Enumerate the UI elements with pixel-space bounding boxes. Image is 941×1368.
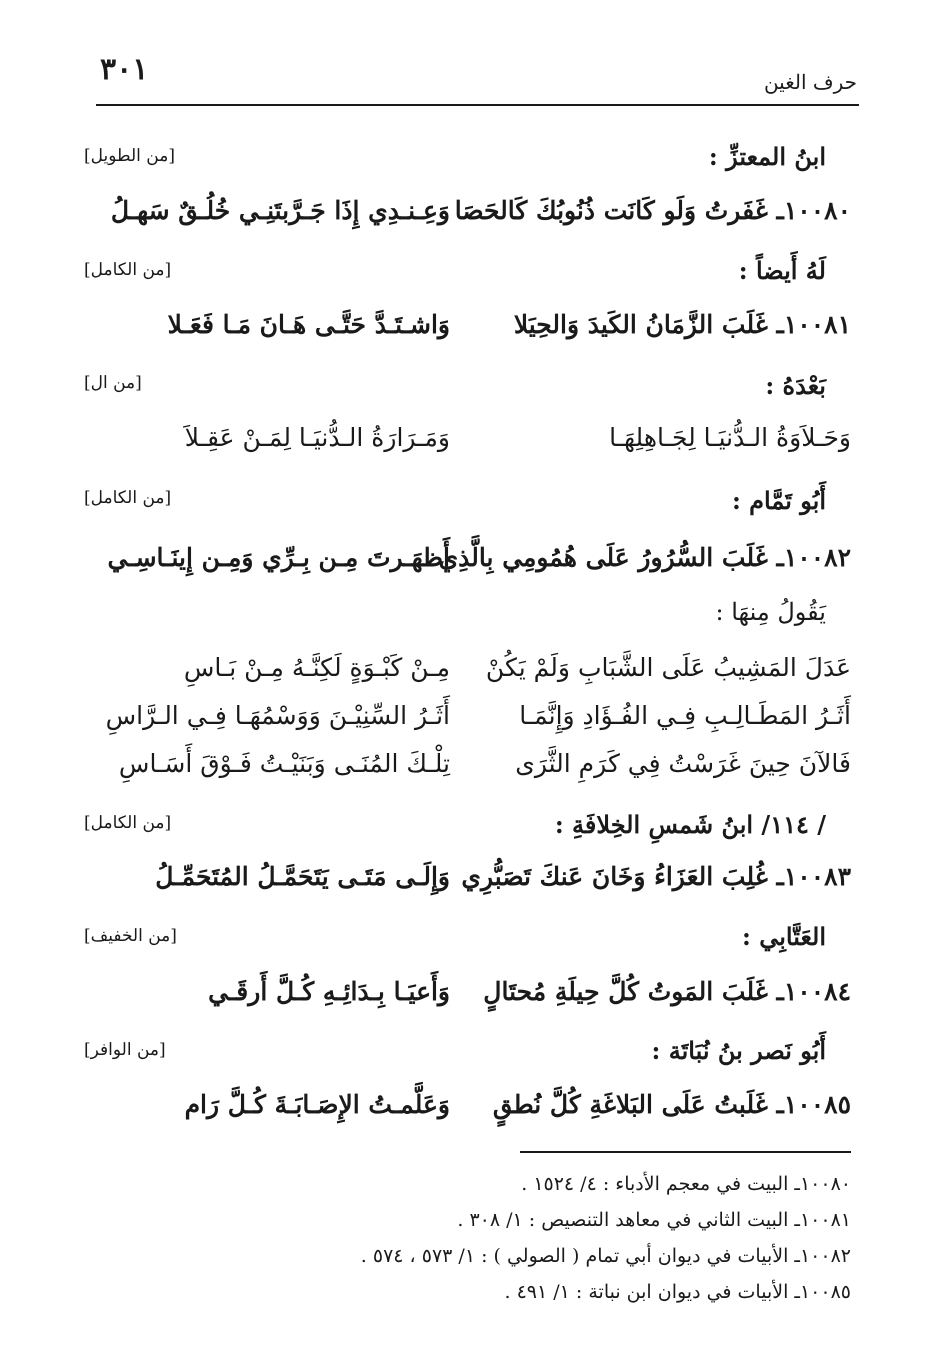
meter-label: [من الكامل] <box>84 813 172 833</box>
meter-label: [من الكامل] <box>84 260 172 280</box>
footnote: ١٠٠٨١ـ البيت الثاني في معاهد التنصيص : ١/ ٣٠٨ . <box>457 1209 851 1231</box>
verse-first-hemistich: أَثَـرُ المَطَـالِـبِ فِـي الفُـؤَادِ وَإِنَّمَـا <box>519 701 851 730</box>
verse-second-hemistich: وَاشـتَـدَّ حَتَّـى هَـانَ مَـا فَعَـلا <box>167 310 450 339</box>
verse-second-hemistich: أَثَـرُ السِّنِيْـنَ وَوَسْمُهَـا فِـي الـرَّاسِ <box>105 701 450 730</box>
poet-attribution: / ١١٤/ ابنُ شَمسِ الخِلافَةِ : <box>554 810 826 839</box>
meter-label: [من الوافر] <box>84 1040 166 1060</box>
footnote: ١٠٠٨٢ـ الأبيات في ديوان أبي تمام ( الصولي ) : ١/ ٥٧٣ ، ٥٧٤ . <box>360 1245 851 1267</box>
meter-label: [من الطويل] <box>84 146 175 166</box>
verse-first-hemistich: ١٠٠٨٣ـ غُلِبَ العَزَاءُ وَخَانَ عَنكَ تَصَبُّرِي <box>461 862 851 891</box>
poet-attribution: يَقُولُ مِنهَا : <box>715 598 826 626</box>
verse-second-hemistich: مِـنْ كَبْـوَةٍ لَكِنَّـهُ مِـنْ بَـاسِ <box>183 653 450 682</box>
verse-second-hemistich: وَعِـنـدِي إِذَا جَـرَّبتَنِـي خُلُـقٌ سَهـلُ <box>110 196 450 225</box>
header-divider <box>96 104 859 106</box>
verse-first-hemistich: عَدَلَ المَشِيبُ عَلَى الشَّبَابِ وَلَمْ يَكُنْ <box>485 653 851 682</box>
verse-first-hemistich: ١٠٠٨٢ـ غَلَبَ السُّرُورُ عَلَى هُمُومِي بِالَّذِي <box>438 543 851 572</box>
verse-second-hemistich: وَعَلَّمـتُ الإِصَـابَـةَ كُـلَّ رَام <box>184 1090 450 1119</box>
verse-second-hemistich: تِلْـكَ المُنَـى وَبَنَيْـتُ فَـوْقَ أَسَـاسِ <box>118 749 450 778</box>
verse-first-hemistich: وَحَـلاَوَةُ الـدُّنيَـا لِجَـاهِلِهَـا <box>609 423 851 452</box>
meter-label: [من الكامل] <box>84 488 172 508</box>
page-number: ٣٠١ <box>100 52 149 87</box>
meter-label: [من ال] <box>84 373 142 393</box>
verse-second-hemistich: أَظهَـرتَ مِـن بِـرِّي وَمِـن إِينَـاسِـي <box>107 543 450 572</box>
verse-first-hemistich: ١٠٠٨٠ـ غَفَرتُ وَلَو كَانَت ذُنُوبُكَ كَالحَصَا <box>454 196 851 225</box>
verse-second-hemistich: وَإِلَـى مَتَـى يَتَحَمَّـلُ المُتَحَمِّـلُ <box>155 862 450 891</box>
poet-attribution: العَتَّابِي : <box>741 922 826 951</box>
verse-first-hemistich: ١٠٠٨٤ـ غَلَبَ المَوتُ كُلَّ حِيلَةِ مُحتَالٍ <box>483 977 851 1006</box>
verse-first-hemistich: ١٠٠٨٥ـ غَلَبتُ عَلَى البَلاغَةِ كُلَّ نُطقٍ <box>492 1090 851 1119</box>
verse-second-hemistich: وَمَـرَارَةُ الـدُّنيَـا لِمَـنْ عَقِـلاَ <box>184 423 450 452</box>
verse-first-hemistich: ١٠٠٨١ـ غَلَبَ الزَّمَانُ الكَيدَ وَالحِيَلا <box>513 310 851 339</box>
poet-attribution: لَهُ أَيضاً : <box>738 256 826 285</box>
verse-first-hemistich: فَالآنَ حِينَ غَرَسْتُ فِي كَرَمِ الثَّرَى <box>515 749 851 778</box>
poet-attribution: ابنُ المعتزِّ : <box>708 142 826 171</box>
poet-attribution: بَعْدَهُ : <box>765 371 826 400</box>
verse-second-hemistich: وَأَعيَـا بِـدَائِـهِ كُـلَّ أَرقَـي <box>208 977 450 1006</box>
poet-attribution: أَبُو نَصر بنُ نُبَاتَة : <box>651 1036 826 1065</box>
running-header-title: حرف الغين <box>763 70 857 94</box>
footnote: ١٠٠٨٠ـ البيت في معجم الأدباء : ٤/ ١٥٢٤ . <box>521 1173 851 1195</box>
poet-attribution: أَبُو تَمَّام : <box>731 486 826 515</box>
footnote: ١٠٠٨٥ـ الأبيات في ديوان ابن نباتة : ١/ ٤٩١ . <box>504 1281 851 1303</box>
footnote-divider <box>520 1151 851 1153</box>
meter-label: [من الخفيف] <box>84 926 177 946</box>
